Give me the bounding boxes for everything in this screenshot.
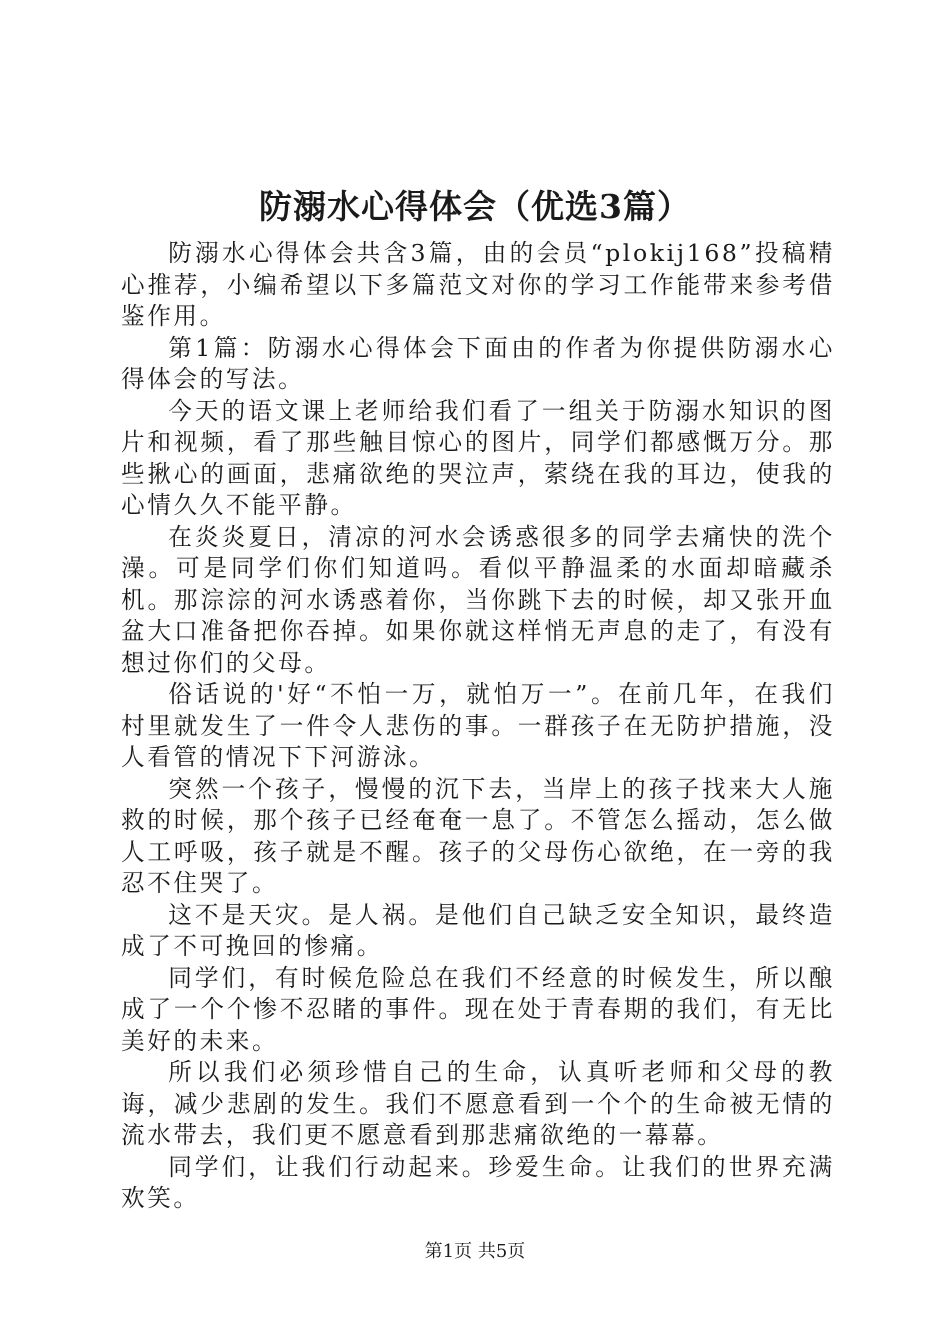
- paragraph: 这不是天灾。是人祸。是他们自己缺乏安全知识，最终造成了不可挽回的惨痛。: [121, 900, 835, 960]
- paragraph: 所以我们必须珍惜自己的生命，认真听老师和父母的教诲，减少悲剧的发生。我们不愿意看到一个个的生命被无情的流水带去，我们更不愿意看到那悲痛欲绝的一幕幕。: [121, 1058, 835, 1149]
- page-number-footer: 第1页 共5页: [424, 1241, 526, 1262]
- document-title: 防溺水心得体会（优选3篇）: [259, 187, 691, 226]
- paragraph: 今天的语文课上老师给我们看了一组关于防溺水知识的图片和视频，看了那些触目惊心的图片，同学们都感慨万分。那些揪心的画面，悲痛欲绝的哭泣声，萦绕在我的耳边，使我的心情久久不能平静。: [121, 396, 835, 519]
- paragraph-closing: 同学们，让我们行动起来。珍爱生命。让我们的世界充满欢笑。: [121, 1152, 835, 1212]
- paragraph-section-heading: 第1篇：防溺水心得体会下面由的作者为你提供防溺水心得体会的写法。: [121, 333, 835, 393]
- paragraph-intro: 防溺水心得体会共含3篇，由的会员“plokij168”投稿精心推荐，小编希望以下多篇范文对你的学习工作能带来参考借鉴作用。: [121, 239, 835, 330]
- paragraph: 同学们，有时候危险总在我们不经意的时候发生，所以酿成了一个个惨不忍睹的事件。现在处于青春期的我们，有无比美好的未来。: [121, 963, 835, 1055]
- paragraph: 俗话说的'好“不怕一万，就怕万一”。在前几年，在我们村里就发生了一件令人悲伤的事。一群孩子在无防护措施，没人看管的情况下下河游泳。: [121, 680, 835, 771]
- paragraph: 突然一个孩子，慢慢的沉下去，当岸上的孩子找来大人施救的时候，那个孩子已经奄奄一息了。不管怎么摇动，怎么做人工呼吸，孩子就是不醒。孩子的父母伤心欲绝，在一旁的我忍不住哭了。: [121, 774, 835, 897]
- paragraph: 在炎炎夏日，清凉的河水会诱惑很多的同学去痛快的洗个澡。可是同学们你们知道吗。看似平静温柔的水面却暗藏杀机。那淙淙的河水诱惑着你，当你跳下去的时候，却又张开血盆大口准备把你吞掉。如果你就这样悄无声息的走了，有没有想过你们的父母。: [121, 522, 835, 677]
- document-body: [121, 238, 835, 1215]
